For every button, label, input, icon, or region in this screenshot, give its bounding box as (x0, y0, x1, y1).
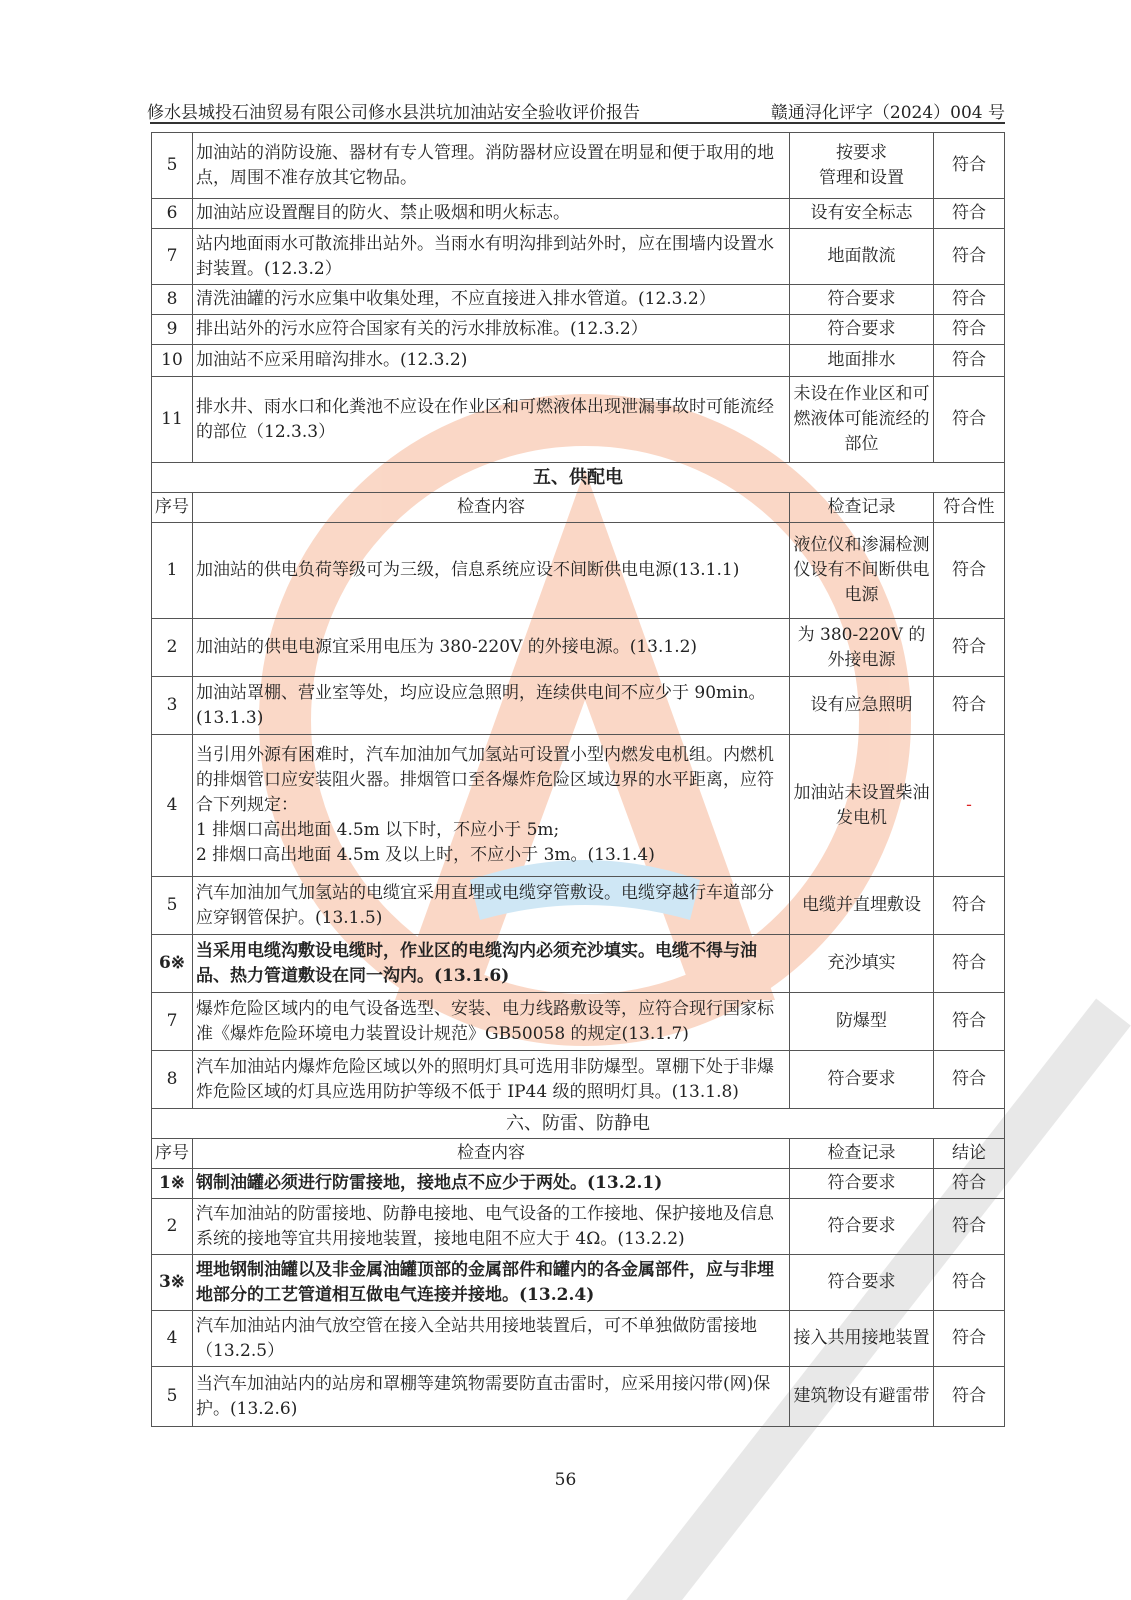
check-record: 充沙填实 (790, 935, 934, 993)
check-result: 符合 (934, 993, 1005, 1051)
row-number: 4 (152, 735, 193, 877)
table-row (152, 285, 1005, 315)
table-row (152, 377, 1005, 463)
check-record: 防爆型 (790, 993, 934, 1051)
check-record: 符合要求 (790, 315, 934, 345)
header-number: 序号 (152, 1139, 193, 1169)
check-result: 符合 (934, 877, 1005, 935)
table-row (152, 315, 1005, 345)
table-row (152, 677, 1005, 735)
table-row (152, 993, 1005, 1051)
row-number: 9 (152, 315, 193, 345)
check-record: 地面散流 (790, 229, 934, 285)
check-result: 符合 (934, 1367, 1005, 1427)
check-content: 站内地面雨水可散流排出站外。当雨水有明沟排到站外时，应在围墙内设置水封装置。(12.3.2） (193, 229, 790, 285)
inspection-table (151, 132, 1005, 1427)
check-result: 符合 (934, 1311, 1005, 1367)
row-number: 3 (152, 677, 193, 735)
check-result: 符合 (934, 285, 1005, 315)
header-report-title: 修水县城投石油贸易有限公司修水县洪坑加油站安全验收评价报告 (147, 103, 640, 123)
check-content: 当引用外源有困难时，汽车加油加气加氢站可设置小型内燃发电机组。内燃机的排烟管口应安装阻火器。排烟管口至各爆炸危险区域边界的水平距离，应符合下列规定： 1 排烟口高出地面 4.5m 以下时，不应小于 5m; 2 排烟口高出地面 4.5m 及以上时，不应小于 3m。(13.1.4) (193, 735, 790, 877)
check-record: 按要求 管理和设置 (790, 133, 934, 199)
row-number: 3※ (152, 1255, 193, 1311)
header-result: 结论 (934, 1139, 1005, 1169)
table-row (152, 199, 1005, 229)
check-content: 钢制油罐必须进行防雷接地，接地点不应少于两处。(13.2.1) (193, 1169, 790, 1199)
check-record: 加油站未设置柴油发电机 (790, 735, 934, 877)
table-row (152, 345, 1005, 377)
section-title-lightning-protection: 六、防雷、防静电 (152, 1109, 1005, 1139)
row-number: 4 (152, 1311, 193, 1367)
check-content: 加油站罩棚、营业室等处，均应设应急照明，连续供电间不应少于 90min。(13.1.3) (193, 677, 790, 735)
row-number: 7 (152, 993, 193, 1051)
row-number: 5 (152, 133, 193, 199)
check-result: 符合 (934, 377, 1005, 463)
table-header-row (152, 1139, 1005, 1169)
table-row (152, 1051, 1005, 1109)
check-result: 符合 (934, 619, 1005, 677)
check-result: - (934, 735, 1005, 877)
row-number: 1 (152, 523, 193, 619)
check-content: 汽车加油加气加氢站的电缆宜采用直埋或电缆穿管敷设。电缆穿越行车道部分应穿钢管保护。(13.1.5) (193, 877, 790, 935)
table-row (152, 523, 1005, 619)
check-record: 为 380-220V 的外接电源 (790, 619, 934, 677)
check-result: 符合 (934, 229, 1005, 285)
check-record: 接入共用接地装置 (790, 1311, 934, 1367)
row-number: 11 (152, 377, 193, 463)
page-number: 56 (554, 1470, 577, 1490)
table-row (152, 1169, 1005, 1199)
check-content: 汽车加油站内爆炸危险区域以外的照明灯具可选用非防爆型。罩棚下处于非爆炸危险区域的灯具应选用防护等级不低于 IP44 级的照明灯具。(13.1.8) (193, 1051, 790, 1109)
header-number: 序号 (152, 493, 193, 523)
table-row (152, 735, 1005, 877)
row-number: 8 (152, 1051, 193, 1109)
check-record: 符合要求 (790, 1255, 934, 1311)
check-content: 汽车加油站内油气放空管在接入全站共用接地装置后，可不单独做防雷接地（13.2.5） (193, 1311, 790, 1367)
check-content: 加油站的供电负荷等级可为三级，信息系统应设不间断供电电源(13.1.1) (193, 523, 790, 619)
check-record: 地面排水 (790, 345, 934, 377)
check-content: 清洗油罐的污水应集中收集处理，不应直接进入排水管道。(12.3.2） (193, 285, 790, 315)
check-record: 设有应急照明 (790, 677, 934, 735)
row-number: 6※ (152, 935, 193, 993)
check-content: 汽车加油站的防雷接地、防静电接地、电气设备的工作接地、保护接地及信息系统的接地等宜共用接地装置，接地电阻不应大于 4Ω。(13.2.2) (193, 1199, 790, 1255)
table-row (152, 619, 1005, 677)
check-record: 符合要求 (790, 1199, 934, 1255)
check-record: 设有安全标志 (790, 199, 934, 229)
table-row (152, 133, 1005, 199)
header-content: 检查内容 (193, 1139, 790, 1169)
header-record: 检查记录 (790, 493, 934, 523)
row-number: 10 (152, 345, 193, 377)
table-row (152, 1199, 1005, 1255)
table-row (152, 935, 1005, 993)
check-record: 符合要求 (790, 1051, 934, 1109)
row-number: 2 (152, 619, 193, 677)
row-number: 8 (152, 285, 193, 315)
check-result: 符合 (934, 133, 1005, 199)
header-result: 符合性 (934, 493, 1005, 523)
check-result: 符合 (934, 1255, 1005, 1311)
check-content: 爆炸危险区域内的电气设备选型、安装、电力线路敷设等，应符合现行国家标准《爆炸危险环境电力装置设计规范》GB50058 的规定(13.1.7) (193, 993, 790, 1051)
table-row (152, 877, 1005, 935)
check-result: 符合 (934, 199, 1005, 229)
header-report-number: 赣通浔化评字（2024）004 号 (770, 103, 1005, 123)
check-content: 当汽车加油站内的站房和罩棚等建筑物需要防直击雷时，应采用接闪带(网)保护。(13.2.6) (193, 1367, 790, 1427)
check-record: 建筑物设有避雷带 (790, 1367, 934, 1427)
check-result: 符合 (934, 523, 1005, 619)
check-result: 符合 (934, 677, 1005, 735)
row-number: 5 (152, 877, 193, 935)
check-record: 液位仪和渗漏检测仪设有不间断供电电源 (790, 523, 934, 619)
table-row (152, 1367, 1005, 1427)
check-result: 符合 (934, 1169, 1005, 1199)
table-row (152, 229, 1005, 285)
table-row (152, 1311, 1005, 1367)
row-number: 2 (152, 1199, 193, 1255)
check-record: 未设在作业区和可燃液体可能流经的部位 (790, 377, 934, 463)
check-content: 埋地钢制油罐以及非金属油罐顶部的金属部件和罐内的各金属部件，应与非埋地部分的工艺管道相互做电气连接并接地。(13.2.4) (193, 1255, 790, 1311)
row-number: 6 (152, 199, 193, 229)
row-number: 1※ (152, 1169, 193, 1199)
check-content: 加油站不应采用暗沟排水。(12.3.2) (193, 345, 790, 377)
section-title-power-supply: 五、供配电 (152, 463, 1005, 493)
check-content: 加油站应设置醒目的防火、禁止吸烟和明火标志。 (193, 199, 790, 229)
table-header-row (152, 493, 1005, 523)
check-result: 符合 (934, 935, 1005, 993)
check-content: 加油站的供电电源宜采用电压为 380-220V 的外接电源。(13.1.2) (193, 619, 790, 677)
check-result: 符合 (934, 345, 1005, 377)
check-result: 符合 (934, 315, 1005, 345)
header-record: 检查记录 (790, 1139, 934, 1169)
check-record: 符合要求 (790, 285, 934, 315)
row-number: 5 (152, 1367, 193, 1427)
check-record: 符合要求 (790, 1169, 934, 1199)
check-content: 加油站的消防设施、器材有专人管理。消防器材应设置在明显和便于取用的地点，周围不准存放其它物品。 (193, 133, 790, 199)
check-result: 符合 (934, 1199, 1005, 1255)
table-row (152, 1255, 1005, 1311)
row-number: 7 (152, 229, 193, 285)
header-content: 检查内容 (193, 493, 790, 523)
check-content: 排水井、雨水口和化粪池不应设在作业区和可燃液体出现泄漏事故时可能流经的部位（12.3.3） (193, 377, 790, 463)
check-content: 当采用电缆沟敷设电缆时，作业区的电缆沟内必须充沙填实。电缆不得与油品、热力管道敷设在同一沟内。(13.1.6) (193, 935, 790, 993)
check-content: 排出站外的污水应符合国家有关的污水排放标准。(12.3.2） (193, 315, 790, 345)
page-header (147, 96, 1005, 124)
check-result: 符合 (934, 1051, 1005, 1109)
check-record: 电缆并直埋敷设 (790, 877, 934, 935)
